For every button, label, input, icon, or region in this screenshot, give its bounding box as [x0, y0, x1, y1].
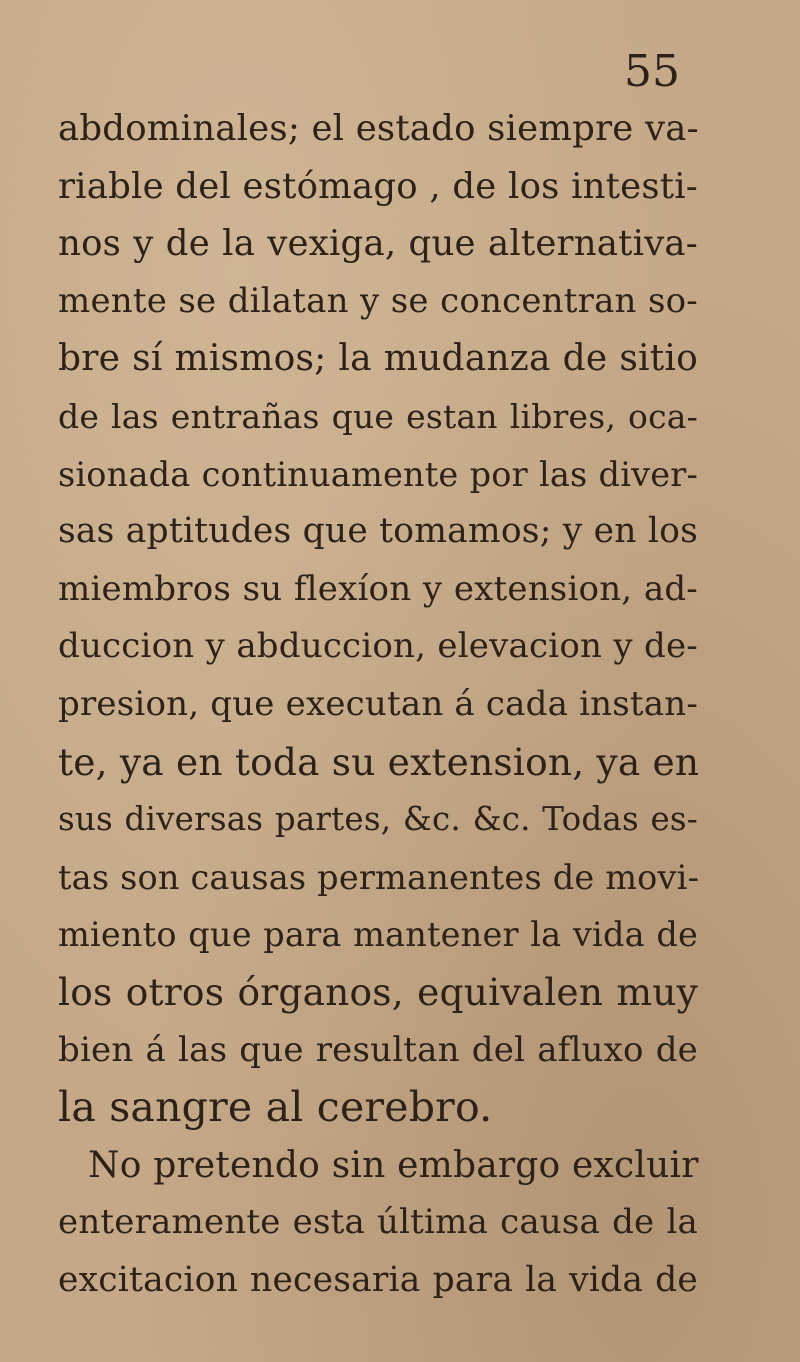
text-line: riable del estómago , de los intesti-	[58, 165, 698, 207]
text-line: enteramente esta última causa de la	[58, 1202, 698, 1243]
text-line: sionada continuamente por las diver-	[58, 454, 698, 494]
text-line: duccion y abduccion, elevacion y de-	[58, 626, 698, 667]
text-line: mente se dilatan y se concentran so-	[58, 280, 698, 321]
body-text	[58, 100, 698, 1309]
text-line: miembros su flexíon y extension, ad-	[58, 568, 698, 609]
text-line: presion, que executan á cada instan-	[58, 683, 699, 724]
text-line: bre sí mismos; la mudanza de sitio	[58, 338, 698, 380]
page-number: 55	[624, 46, 680, 97]
paragraph-start-line: No pretendo sin embargo excluir	[88, 1144, 699, 1186]
text-line: bien á las que resultan del afluxo de	[58, 1029, 698, 1070]
text-line: te, ya en toda su extension, ya en	[58, 739, 700, 784]
text-line: de las entrañas que estan libres, oca-	[58, 396, 698, 436]
text-line: sus diversas partes, &c. &c. Todas es-	[58, 800, 698, 839]
text-line: abdominales; el estado siempre va-	[58, 108, 699, 149]
paragraph-end-line: la sangre al cerebro.	[58, 1083, 493, 1132]
text-line: excitacion necesaria para la vida de	[58, 1259, 698, 1300]
text-line: miento que para mantener la vida de	[58, 915, 698, 955]
text-line: nos y de la vexiga, que alternativa-	[58, 223, 698, 265]
text-line: tas son causas permanentes de movi-	[58, 857, 700, 897]
text-line: los otros órganos, equivalen muy	[58, 969, 698, 1014]
text-line: sas aptitudes que tomamos; y en los	[58, 511, 698, 552]
